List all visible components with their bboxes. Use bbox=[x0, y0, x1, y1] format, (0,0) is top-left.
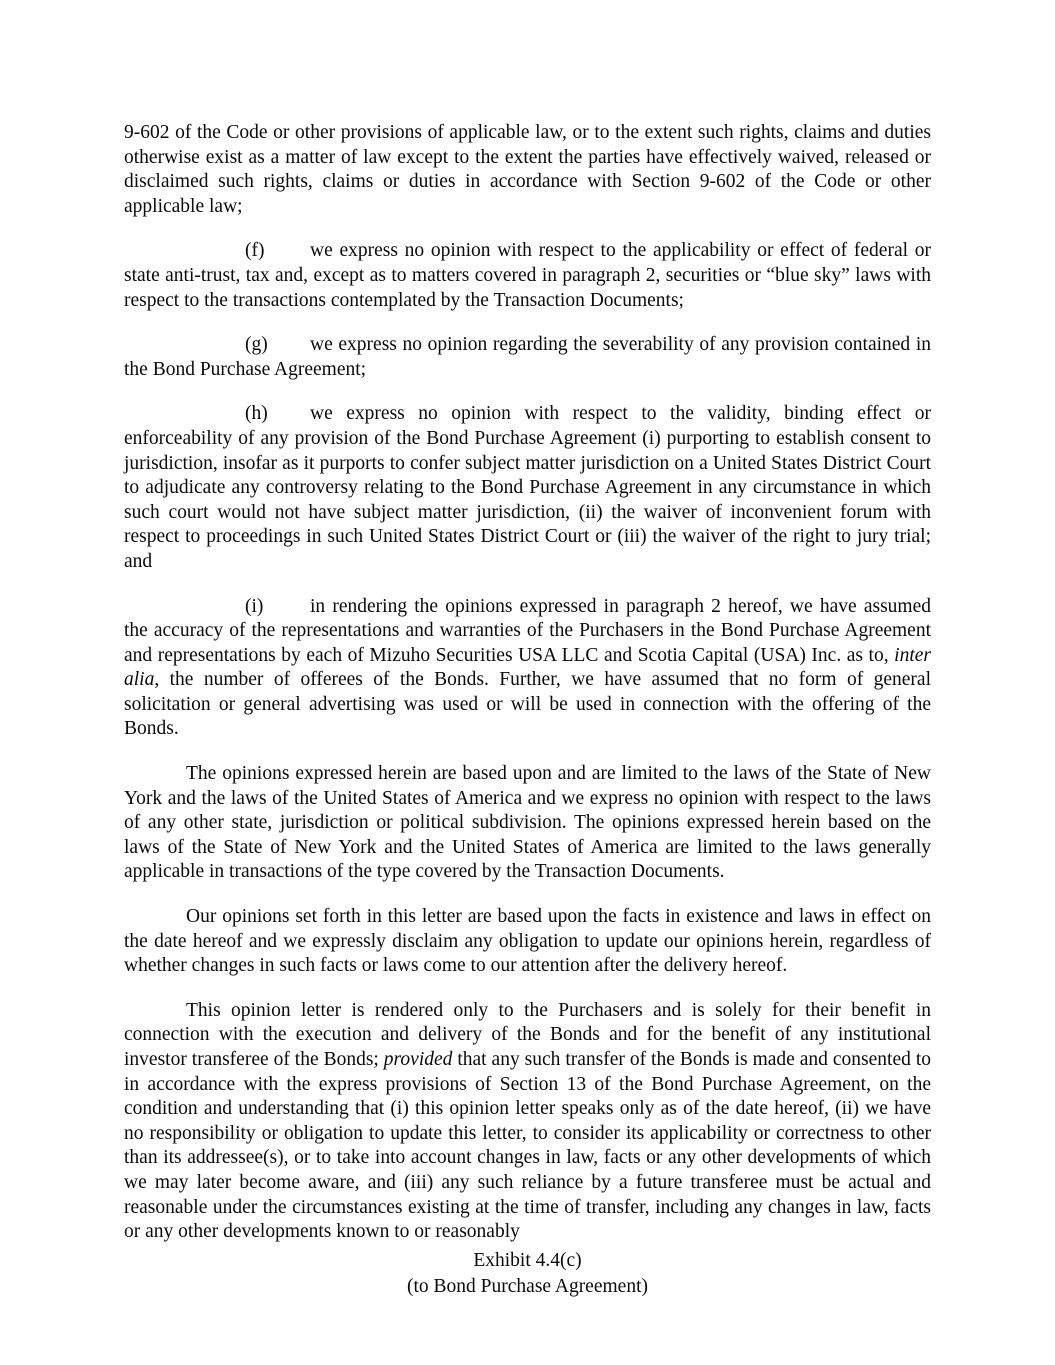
exhibit-label: Exhibit 4.4(c) bbox=[473, 1250, 582, 1271]
exhibit-sublabel: (to Bond Purchase Agreement) bbox=[407, 1275, 648, 1297]
paragraph-label: (f) bbox=[245, 240, 265, 262]
italic-text: provided bbox=[383, 1049, 453, 1070]
paragraph-label: (i) bbox=[245, 595, 264, 617]
paragraph bbox=[124, 333, 931, 382]
paragraph-text: we express no opinion regarding the severability of any provision contained in the Bond Purchase Agreement; bbox=[124, 334, 931, 380]
paragraph bbox=[124, 762, 931, 885]
paragraph-label: (h) bbox=[245, 403, 268, 425]
paragraph-text: in rendering the opinions expressed in paragraph 2 hereof, we have assumed the accuracy of the representations and warranties of the Purchasers in the Bond Purchase Agreement and representations by each of Mizuho Securities USA LLC and Scotia Capital (USA) Inc. as to, bbox=[124, 595, 931, 666]
paragraph-text: that any such transfer of the Bonds is made and consented to in accordance with the express provisions of Section 13 of the Bond Purchase Agreement, on the condition and understanding that (i) this opinion letter speaks only as of the date hereof, (ii) we have no responsibility or obligation to update this letter, to consider its applicability or correctness to other than its addressee(s), or to take into account changes in law, facts or any other developments of which we may later become aware, and (iii) any such reliance by a future transferee must be actual and reasonable under the circumstances existing at the time of transfer, including any changes in law, facts or any other developments known to or reasonably bbox=[124, 1049, 931, 1243]
document-body bbox=[124, 121, 931, 1265]
paragraph-text: This opinion letter is rendered only to the Purchasers and is solely for their benefit in connection with the execution and delivery of the Bonds and for the benefit of any institutional investor transferee of the Bonds; bbox=[124, 999, 931, 1070]
paragraph bbox=[124, 121, 931, 219]
exhibit-footer bbox=[0, 1248, 1055, 1299]
paragraph-text: we express no opinion with respect to the applicability or effect of federal or state anti-trust, tax and, except as to matters covered in paragraph 2, securities or “blue sky” laws with respect to the transactions contemplated by the Transaction Documents; bbox=[124, 240, 931, 311]
paragraph-text: we express no opinion with respect to the validity, binding effect or enforceability of any provision of the Bond Purchase Agreement (i) purporting to establish consent to jurisdiction, insofar as it purports to confer subject matter jurisdiction on a United States District Court to adjudicate any controversy relating to the Bond Purchase Agreement in any circumstance in which such court would not have subject matter jurisdiction, (ii) the waiver of inconvenient forum with respect to proceedings in such United States District Court or (iii) the waiver of the right to jury trial; and bbox=[124, 403, 931, 572]
paragraph-text: Our opinions set forth in this letter are based upon the facts in existence and laws in effect on the date hereof and we expressly disclaim any obligation to update our opinions herein, regardless of whether changes in such facts or laws come to our attention after the delivery hereof. bbox=[124, 906, 931, 977]
paragraph bbox=[124, 239, 931, 313]
paragraph-text: 9-602 of the Code or other provisions of applicable law, or to the extent such rights, claims and duties otherwise exist as a matter of law except to the extent the parties have effectively waived, released or disclaimed such rights, claims or duties in accordance with Section 9-602 of the Code or other applicable law; bbox=[124, 122, 931, 217]
paragraph bbox=[124, 999, 931, 1245]
italic-text: inter alia bbox=[124, 644, 931, 691]
paragraph bbox=[124, 402, 931, 574]
paragraph bbox=[124, 905, 931, 979]
paragraph-text: , the number of offerees of the Bonds. Further, we have assumed that no form of general solicitation or general advertising was used or will be used in connection with the offering of the Bonds. bbox=[124, 669, 931, 740]
paragraph-label: (g) bbox=[245, 334, 268, 356]
paragraph-text: The opinions expressed herein are based upon and are limited to the laws of the State of New York and the laws of the United States of America and we express no opinion with respect to the laws of any other state, jurisdiction or political subdivision. The opinions expressed herein based on the laws of the State of New York and the United States of America are limited to the laws generally applicable in transactions of the type covered by the Transaction Documents. bbox=[124, 763, 931, 883]
paragraph bbox=[124, 595, 931, 743]
